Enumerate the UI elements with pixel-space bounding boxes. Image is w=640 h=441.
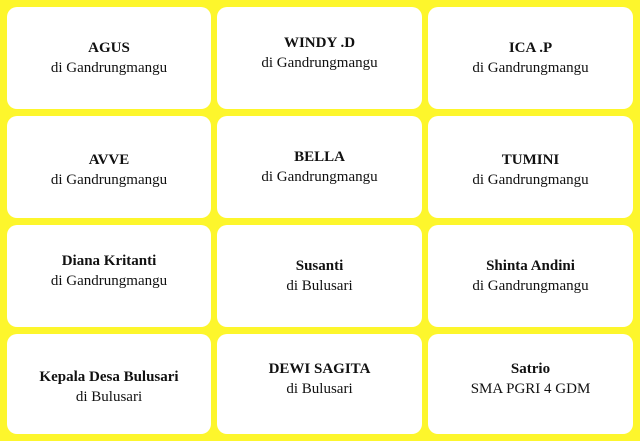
card-agus	[7, 7, 211, 109]
card-place: di Bulusari	[286, 278, 353, 294]
card-diana-kritanti	[7, 225, 211, 327]
card-name: Satrio	[510, 361, 551, 377]
card-name: AGUS	[88, 40, 130, 56]
card-place: di Gandrungmangu	[50, 273, 168, 289]
card-place: di Gandrungmangu	[472, 172, 589, 188]
card-name: Diana Kritanti	[61, 253, 157, 269]
card-place: di Gandrungmangu	[261, 55, 378, 71]
card-name: AVVE	[88, 152, 130, 168]
card-shinta-andini	[428, 225, 633, 327]
card-place: SMA PGRI 4 GDM	[470, 381, 591, 397]
card-tumini	[428, 116, 633, 218]
card-satrio	[428, 334, 633, 434]
card-name: Shinta Andini	[486, 258, 575, 274]
card-windy-d	[217, 7, 422, 109]
card-place: di Bulusari	[286, 381, 353, 397]
card-avve	[7, 116, 211, 218]
card-name: BELLA	[294, 149, 345, 165]
card-place: di Gandrungmangu	[261, 169, 378, 185]
card-ica-p	[428, 7, 633, 109]
card-bella	[217, 116, 422, 218]
card-name: WINDY .D	[283, 35, 356, 51]
card-name: Susanti	[295, 258, 344, 274]
card-susanti	[217, 225, 422, 327]
card-place: di Gandrungmangu	[50, 60, 168, 76]
card-kepala-desa-bulusari	[7, 334, 211, 434]
card-dewi-sagita	[217, 334, 422, 434]
card-name: DEWI SAGITA	[268, 361, 371, 377]
card-place: di Gandrungmangu	[472, 278, 589, 294]
card-name: ICA .P	[508, 40, 553, 56]
card-place: di Gandrungmangu	[472, 60, 589, 76]
card-place: di Bulusari	[75, 389, 143, 405]
card-place: di Gandrungmangu	[50, 172, 168, 188]
card-name: Kepala Desa Bulusari	[39, 369, 179, 385]
card-name: TUMINI	[501, 152, 560, 168]
